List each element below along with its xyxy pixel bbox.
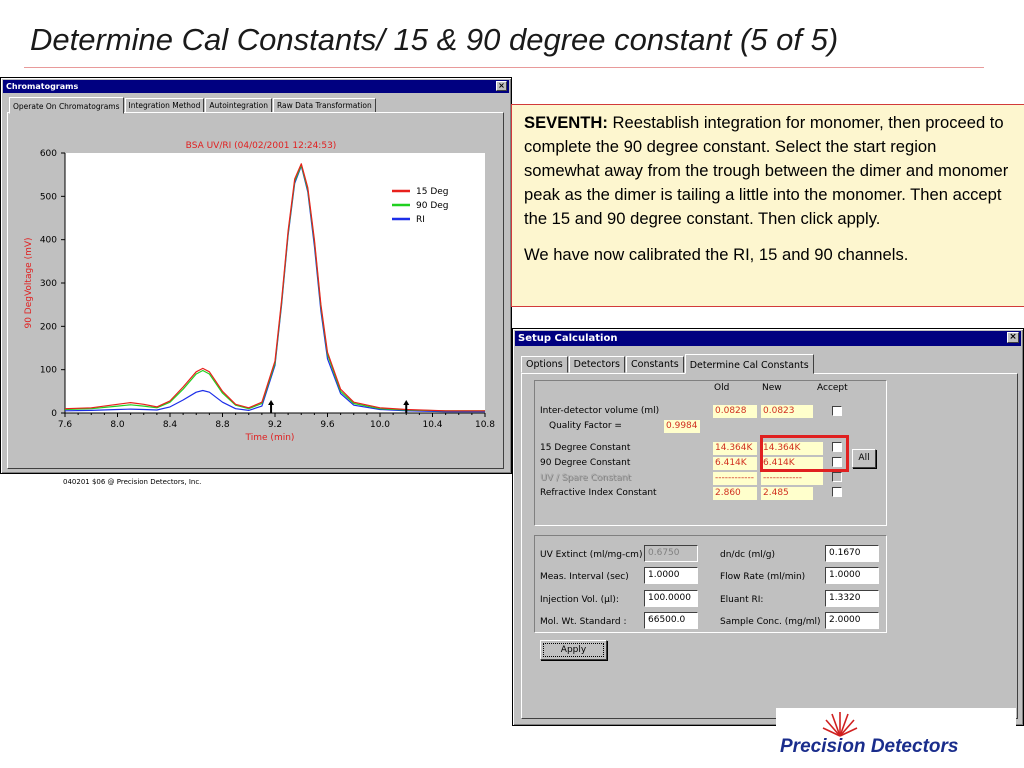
old-uv-spare: ------------	[713, 472, 757, 485]
row-label-90-degree: 90 Degree Constant	[540, 458, 631, 468]
row-label-15-degree: 15 Degree Constant	[540, 443, 631, 453]
parameters-group	[534, 535, 887, 633]
eluant-ri-field[interactable]: 1.3320	[825, 590, 879, 607]
callout-lead: SEVENTH:	[524, 113, 608, 132]
param-label-sample-conc: Sample Conc. (mg/ml)	[720, 617, 821, 627]
callout-summary: We have now calibrated the RI, 15 and 90 channels.	[524, 245, 909, 264]
legend-label: RI	[416, 215, 425, 225]
row-label-inter-detector: Inter-detector volume (ml)	[540, 406, 660, 416]
setup-window-title: Setup Calculation	[518, 333, 618, 344]
chromatograms-close-button[interactable]: ×	[496, 81, 507, 91]
tab-options[interactable]: Options	[521, 356, 568, 373]
param-label-meas-interval: Meas. Interval (sec)	[540, 572, 629, 582]
x-tick-label: 8.4	[162, 420, 178, 430]
y-tick-label: 200	[39, 322, 57, 333]
chromatogram-chart[interactable]	[8, 113, 503, 468]
chromatograms-tabs	[9, 96, 377, 113]
x-tick-label: 8.8	[215, 420, 230, 430]
legend-label: 15 Deg	[416, 187, 449, 197]
x-tick-label: 8.0	[110, 420, 125, 430]
quality-factor-label: Quality Factor =	[549, 421, 622, 431]
accept-inter-detector-checkbox[interactable]	[832, 406, 842, 416]
x-tick-label: 9.2	[267, 420, 283, 430]
new-inter-detector: 0.0823	[761, 405, 813, 418]
title-divider	[24, 67, 984, 68]
old-refractive-index: 2.860	[713, 487, 757, 500]
chart-title: BSA UV/RI (04/02/2001 12:24:53)	[185, 141, 337, 151]
accept-uv-spare-checkbox	[832, 472, 842, 482]
y-tick-label: 500	[39, 192, 57, 203]
old-15-degree: 14.364K	[713, 442, 757, 455]
x-tick-label: 10.8	[474, 420, 496, 430]
chromatograms-titlebar[interactable]	[3, 80, 509, 93]
uv-extinct-field: 0.6750	[644, 545, 698, 562]
setup-close-button[interactable]: ×	[1007, 332, 1019, 343]
sample-conc-field[interactable]: 2.0000	[825, 612, 879, 629]
new-15-degree: 14.364K	[761, 442, 823, 455]
param-label-mol-wt-standard: Mol. Wt. Standard :	[540, 617, 627, 627]
header-new: New	[762, 383, 782, 393]
new-refractive-index: 2.485	[761, 487, 813, 500]
quality-factor-value: 0.9984	[664, 420, 700, 433]
new-90-degree: 6.414K	[761, 457, 823, 470]
meas-interval-field[interactable]: 1.0000	[644, 567, 698, 584]
tab-constants[interactable]: Constants	[626, 356, 684, 373]
chart-footer: 040201 $06 @ Precision Detectors, Inc.	[63, 478, 202, 486]
setup-titlebar[interactable]	[515, 331, 1021, 346]
apply-button[interactable]: Apply	[540, 640, 607, 660]
mol-wt-standard-field[interactable]: 66500.0	[644, 612, 698, 629]
precision-detectors-logo	[776, 708, 1016, 766]
param-label-dn-dc: dn/dc (ml/g)	[720, 550, 776, 560]
param-label-flow-rate: Flow Rate (ml/min)	[720, 572, 806, 582]
logo-text: Precision Detectors	[780, 736, 959, 757]
x-tick-label: 10.0	[369, 420, 391, 430]
y-tick-label: 600	[39, 149, 57, 159]
setup-calculation-window	[512, 328, 1024, 726]
chromatogram-panel	[7, 112, 504, 486]
x-tick-label: 7.6	[57, 420, 73, 430]
old-90-degree: 6.414K	[713, 457, 757, 470]
callout-body: Reestablish integration for monomer, then proceed to complete the 90 degree constant. Select the start region somewhat away from the trough between the dimer and monomer peak as the dimer is tailing a little into the monomer. Then accept the 15 and 90 degree constant. Then click apply.	[524, 113, 1009, 228]
y-axis-label: 90 DegVoltage (mV)	[24, 237, 34, 329]
dn-dc-field[interactable]: 0.1670	[825, 545, 879, 562]
instruction-callout	[511, 104, 1024, 307]
accept-refractive-index-checkbox[interactable]	[832, 487, 842, 497]
x-tick-label: 9.6	[320, 420, 335, 430]
tab-autointegration[interactable]: Autointegration	[205, 98, 272, 113]
flow-rate-field[interactable]: 1.0000	[825, 567, 879, 584]
chromatograms-window-title: Chromatograms	[6, 82, 79, 91]
setup-tabs	[521, 353, 815, 373]
legend-label: 90 Deg	[416, 201, 449, 211]
x-tick-label: 10.4	[422, 420, 443, 430]
tab-raw-data-transformation[interactable]: Raw Data Transformation	[273, 98, 376, 113]
new-uv-spare: ------------	[761, 472, 823, 485]
param-label-injection-vol: Injection Vol. (µl):	[540, 595, 619, 605]
header-old: Old	[714, 383, 730, 393]
row-label-refractive-index: Refractive Index Constant	[540, 488, 657, 498]
old-inter-detector: 0.0828	[713, 405, 757, 418]
chromatograms-window	[0, 77, 512, 486]
injection-vol-field[interactable]: 100.0000	[644, 590, 698, 607]
param-label-uv-extinct: UV Extinct (ml/mg-cm)	[540, 550, 643, 560]
y-tick-label: 0	[51, 409, 57, 419]
highlight-box	[760, 435, 849, 472]
param-label-eluant-ri: Eluant RI:	[720, 595, 764, 605]
y-tick-label: 300	[39, 279, 57, 289]
constants-group	[534, 380, 887, 526]
tab-integration-method[interactable]: Integration Method	[125, 98, 205, 113]
row-label-uv-spare: UV / Spare Constant	[540, 473, 631, 483]
setup-panel	[521, 373, 1018, 719]
header-accept: Accept	[817, 383, 848, 393]
tab-detectors[interactable]: Detectors	[569, 356, 625, 373]
y-tick-label: 400	[39, 235, 57, 246]
accept-all-button[interactable]: All	[852, 449, 876, 468]
slide-title: Determine Cal Constants/ 15 & 90 degree constant (5 of 5)	[30, 22, 839, 57]
y-tick-label: 100	[39, 365, 57, 376]
tab-operate-on-chromatograms[interactable]: Operate On Chromatograms	[9, 97, 124, 114]
x-axis-label: Time (min)	[245, 433, 295, 443]
tab-determine-cal-constants[interactable]: Determine Cal Constants	[685, 354, 814, 374]
